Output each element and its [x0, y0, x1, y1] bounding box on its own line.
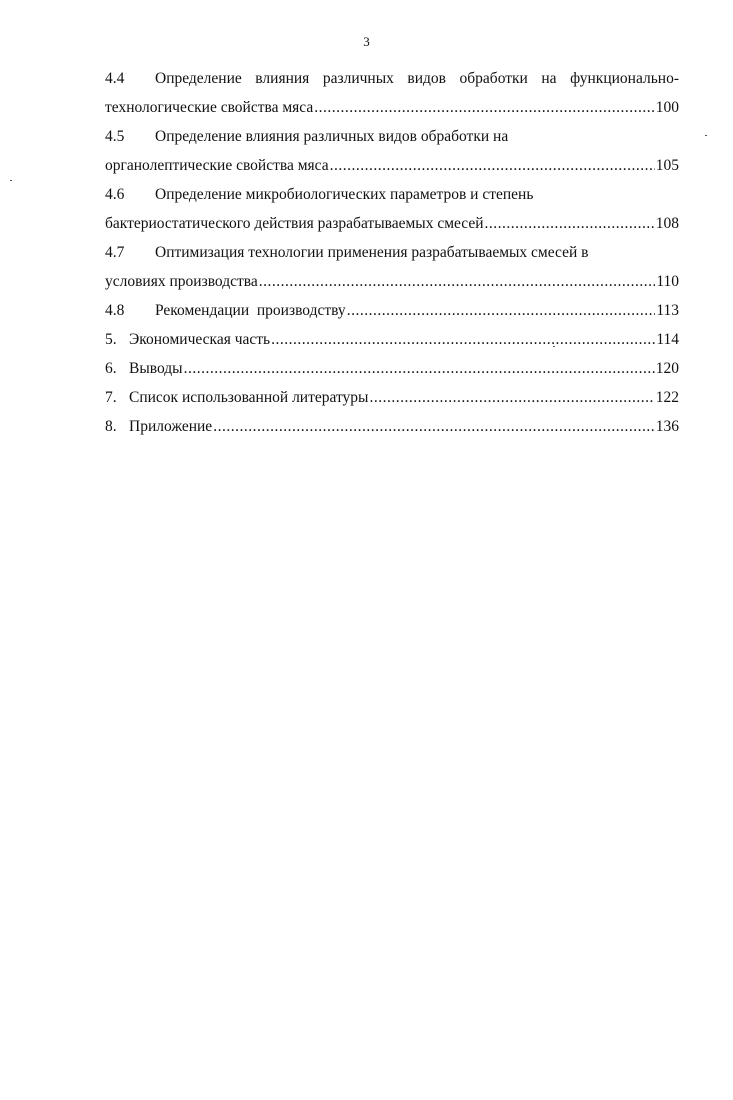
scan-speck — [705, 135, 707, 136]
toc-entry-title: Оптимизация технологии применения разрабатываемых смесей в — [155, 244, 589, 261]
toc-entry-number: 4.8 — [105, 302, 125, 319]
toc-entry-title: Определение влияния различных видов обработки на функционально- — [155, 70, 679, 87]
toc-entry-number: 4.5 — [105, 128, 125, 145]
scan-speck — [553, 346, 555, 347]
toc-entry-title: Экономическая часть — [129, 331, 271, 348]
table-of-contents — [105, 64, 679, 441]
toc-entry-4-4 — [105, 64, 679, 122]
toc-entry-title: Список использованной литературы — [129, 389, 369, 406]
toc-entry-title-continued: технологические свойства мяса — [105, 99, 314, 116]
toc-entry-page: 108 — [655, 215, 679, 232]
toc-entry-page: 114 — [656, 331, 679, 348]
dot-leader — [369, 383, 654, 412]
toc-entry-number: 5. — [105, 331, 117, 348]
toc-entry-4-6 — [105, 180, 679, 238]
toc-entry-4-8 — [105, 296, 679, 325]
toc-entry-page: 100 — [655, 99, 679, 116]
toc-entry-number: 8. — [105, 418, 117, 435]
toc-entry-title-continued: условиях производства — [105, 273, 258, 290]
toc-entry-title: Выводы — [129, 360, 183, 377]
toc-entry-number: 6. — [105, 360, 117, 377]
dot-leader — [259, 267, 656, 296]
dot-leader — [184, 354, 655, 383]
toc-entry-6 — [105, 354, 679, 383]
toc-entry-page: 105 — [655, 157, 679, 174]
toc-entry-4-7 — [105, 238, 679, 296]
page-number: 3 — [363, 34, 370, 49]
toc-entry-page: 122 — [655, 389, 679, 406]
dot-leader — [330, 151, 655, 180]
toc-entry-number: 4.6 — [105, 186, 125, 203]
dot-leader — [213, 412, 655, 441]
toc-entry-title: Определение микробиологических параметров и степень — [155, 186, 534, 203]
toc-entry-page: 113 — [656, 302, 679, 319]
toc-entry-number: 7. — [105, 389, 117, 406]
toc-entry-page: 120 — [655, 360, 679, 377]
toc-entry-4-5 — [105, 122, 679, 180]
toc-entry-5 — [105, 325, 679, 354]
toc-entry-8 — [105, 412, 679, 441]
toc-entry-title-continued: органолептические свойства мяса — [105, 157, 329, 174]
scan-speck — [10, 180, 12, 181]
dot-leader — [271, 325, 655, 354]
dot-leader — [347, 296, 656, 325]
toc-entry-7 — [105, 383, 679, 412]
dot-leader — [485, 209, 655, 238]
toc-entry-title-continued: бактериостатического действия разрабатываемых смесей — [105, 215, 484, 232]
toc-entry-title: Приложение — [129, 418, 213, 435]
toc-entry-page: 136 — [655, 418, 679, 435]
toc-entry-title: Рекомендации производству — [155, 302, 346, 319]
dot-leader — [314, 93, 655, 122]
toc-entry-page: 110 — [656, 273, 679, 290]
toc-entry-number: 4.7 — [105, 244, 125, 261]
toc-entry-number: 4.4 — [105, 70, 125, 87]
toc-entry-title: Определение влияния различных видов обработки на — [155, 128, 509, 145]
